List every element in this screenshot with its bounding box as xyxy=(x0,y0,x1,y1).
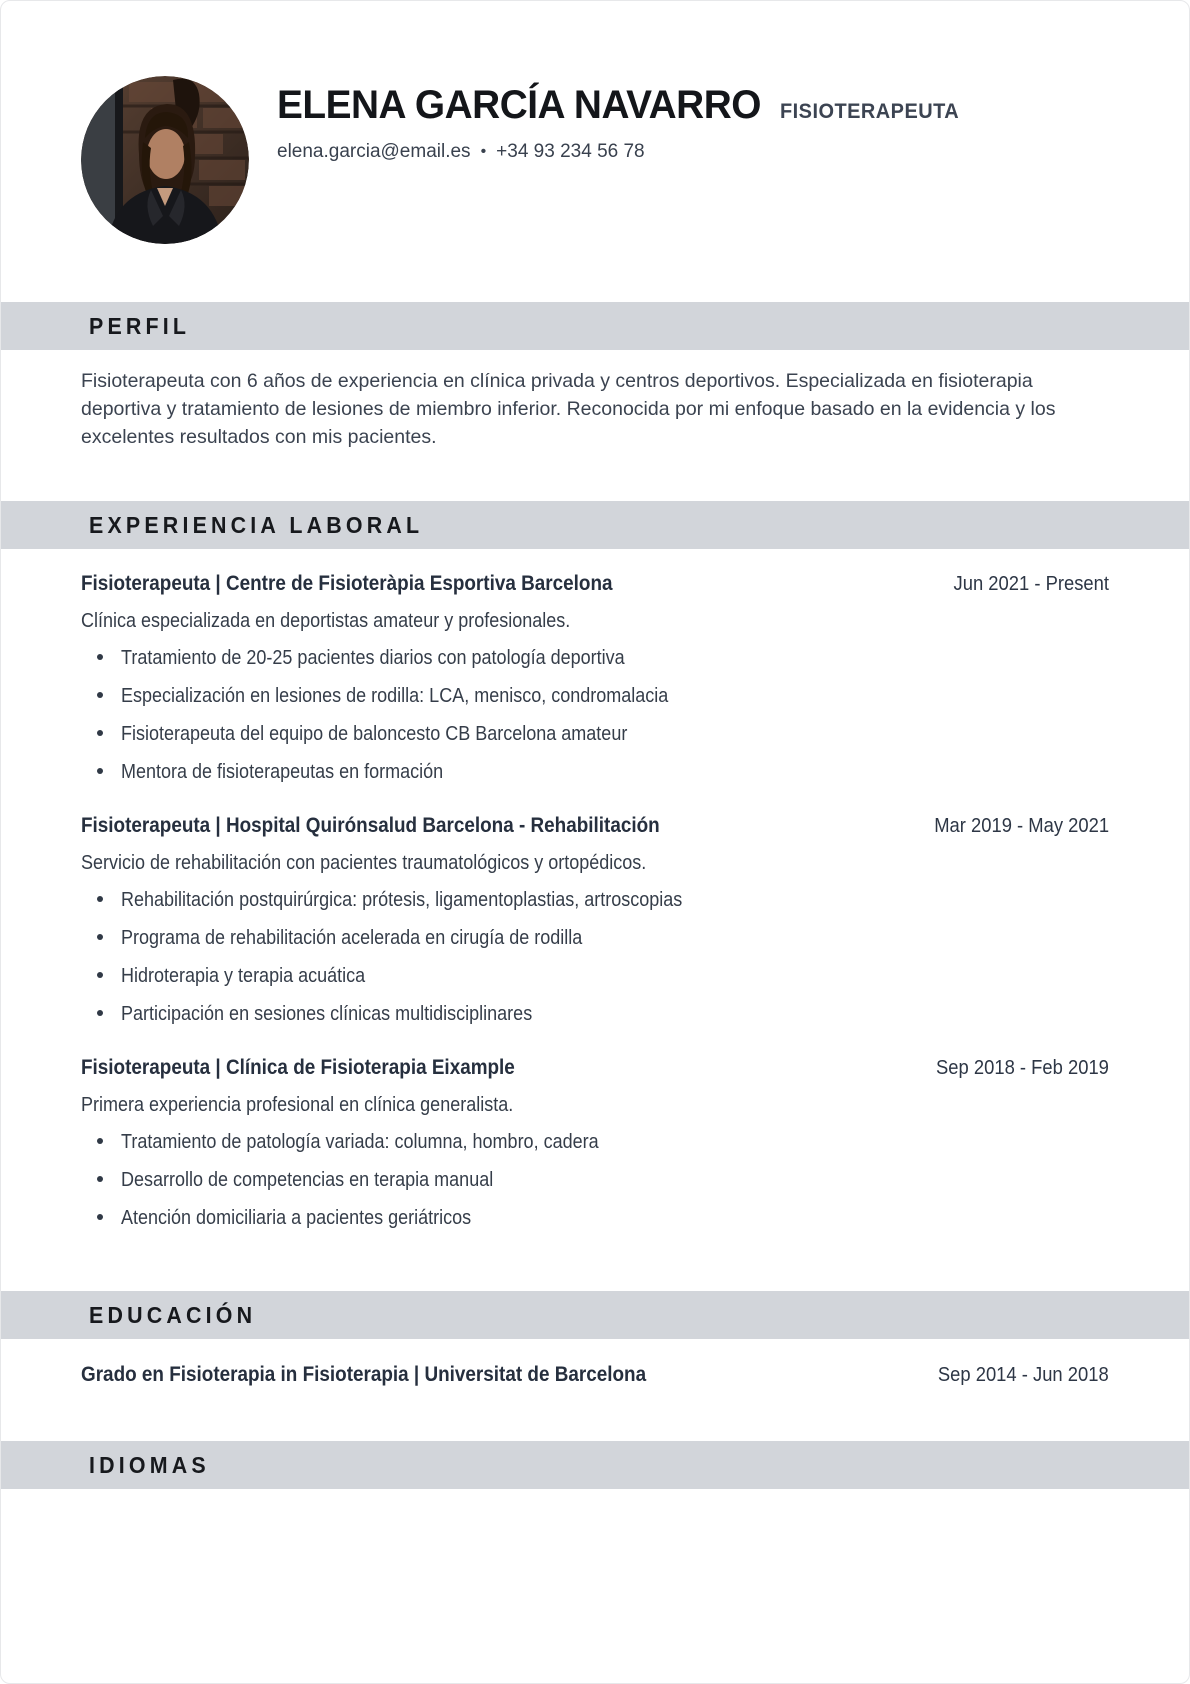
job-bullet: Hidroterapia y terapia acuática xyxy=(97,964,1109,989)
job-dates: Sep 2018 - Feb 2019 xyxy=(936,1057,1109,1079)
job-summary: Servicio de rehabilitación con pacientes traumatológicos y ortopédicos. xyxy=(81,852,647,874)
education-dates: Sep 2014 - Jun 2018 xyxy=(938,1364,1109,1386)
perfil-paragraph: Fisioterapeuta con 6 años de experiencia en clínica privada y centros deportivos. Especializada en fisioterapia deportiva y tratamiento de lesiones de miembro inferior. Reconocida por mi enfoque basado en la evidencia y los excelentes resultados con mis pacientes. xyxy=(81,370,1056,448)
job-bullet-list xyxy=(81,646,1109,785)
job-entry xyxy=(81,1054,1109,1231)
section-heading-perfil: PERFIL xyxy=(89,312,191,339)
bullet-dot xyxy=(97,934,103,940)
job-title: Fisioterapeuta | Centre de Fisioteràpia Esportiva Barcelona xyxy=(81,572,613,595)
job-bullet: Programa de rehabilitación acelerada en cirugía de rodilla xyxy=(97,926,1109,951)
job-bullet: Tratamiento de patología variada: columna, hombro, cadera xyxy=(97,1130,1109,1155)
section-band-experiencia xyxy=(1,501,1189,549)
bullet-dot xyxy=(97,768,103,774)
job-summary: Primera experiencia profesional en clínica generalista. xyxy=(81,1094,514,1116)
bullet-dot xyxy=(97,896,103,902)
section-band-educacion xyxy=(1,1291,1189,1339)
job-entry xyxy=(81,570,1109,785)
person-title: FISIOTERAPEUTA xyxy=(780,100,960,123)
job-bullet: Rehabilitación postquirúrgica: prótesis, ligamentoplastias, artroscopias xyxy=(97,888,1109,913)
job-header-row xyxy=(81,1054,1109,1082)
person-name: ELENA GARCÍA NAVARRO xyxy=(277,83,761,127)
job-bullet: Especialización en lesiones de rodilla: LCA, menisco, condromalacia xyxy=(97,684,1109,709)
bullet-dot xyxy=(97,1214,103,1220)
job-title: Fisioterapeuta | Hospital Quirónsalud Barcelona - Rehabilitación xyxy=(81,814,660,837)
job-bullet-list xyxy=(81,888,1109,1027)
email-text: elena.garcia@email.es xyxy=(277,141,471,162)
section-band-idiomas xyxy=(1,1441,1189,1489)
education-header-row xyxy=(81,1361,1109,1389)
job-header-row xyxy=(81,812,1109,840)
avatar xyxy=(81,76,249,244)
job-dates: Jun 2021 - Present xyxy=(953,573,1109,595)
bullet-dot xyxy=(97,1176,103,1182)
job-bullet: Atención domiciliaria a pacientes geriátricos xyxy=(97,1206,1109,1231)
job-bullet: Desarrollo de competencias en terapia manual xyxy=(97,1168,1109,1193)
section-heading-educacion: EDUCACIÓN xyxy=(89,1301,257,1328)
bullet-dot xyxy=(97,972,103,978)
resume-header xyxy=(1,1,1189,244)
bullet-dot xyxy=(97,1010,103,1016)
education-entry xyxy=(1,1361,1189,1389)
profile-photo xyxy=(81,76,249,244)
contact-line xyxy=(277,141,969,163)
job-bullet: Fisioterapeuta del equipo de baloncesto CB Barcelona amateur xyxy=(97,722,1109,747)
experience-list xyxy=(1,549,1189,1231)
perfil-content xyxy=(1,367,1189,451)
bullet-dot xyxy=(97,692,103,698)
job-entry xyxy=(81,812,1109,1027)
phone-text: +34 93 234 56 78 xyxy=(496,141,645,162)
bullet-dot xyxy=(97,1138,103,1144)
job-bullet: Mentora de fisioterapeutas en formación xyxy=(97,760,1109,785)
job-bullet-list xyxy=(81,1130,1109,1231)
section-heading-experiencia: EXPERIENCIA LABORAL xyxy=(89,511,424,538)
header-text xyxy=(277,76,969,163)
section-heading-idiomas: IDIOMAS xyxy=(89,1451,210,1478)
section-band-perfil xyxy=(1,302,1189,350)
education-title: Grado en Fisioterapia in Fisioterapia | Universitat de Barcelona xyxy=(81,1363,647,1386)
bullet-dot xyxy=(97,730,103,736)
job-dates: Mar 2019 - May 2021 xyxy=(934,815,1109,837)
job-bullet: Tratamiento de 20-25 pacientes diarios con patología deportiva xyxy=(97,646,1109,671)
bullet-dot xyxy=(97,654,103,660)
contact-separator-dot: • xyxy=(480,143,487,160)
job-bullet: Participación en sesiones clínicas multidisciplinares xyxy=(97,1002,1109,1027)
job-summary: Clínica especializada en deportistas amateur y profesionales. xyxy=(81,610,571,632)
job-title: Fisioterapeuta | Clínica de Fisioterapia Eixample xyxy=(81,1056,515,1079)
job-header-row xyxy=(81,570,1109,598)
